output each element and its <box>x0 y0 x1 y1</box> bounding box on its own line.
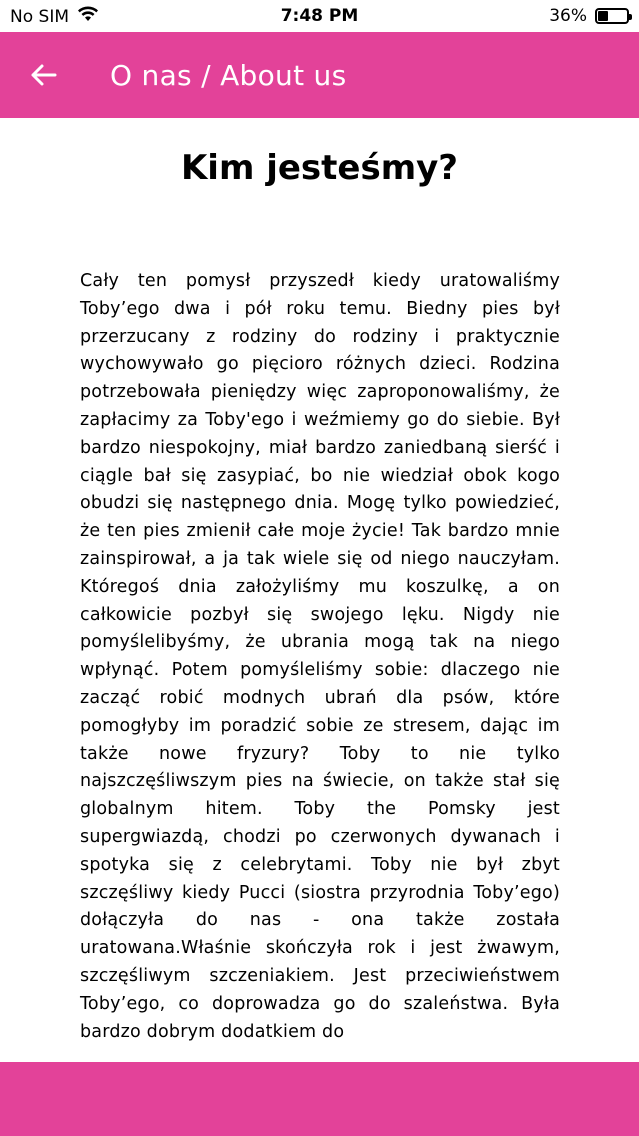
section-heading: Kim jesteśmy? <box>180 148 459 188</box>
back-button[interactable] <box>20 52 66 98</box>
arrow-left-icon <box>29 63 57 87</box>
bottom-bar <box>0 1062 639 1136</box>
status-bar <box>0 0 639 32</box>
carrier-label: No SIM <box>10 6 69 27</box>
status-time: 7:48 PM <box>280 6 359 26</box>
status-right <box>549 6 629 26</box>
page-title: O nas / About us <box>110 59 347 92</box>
about-body-text: Cały ten pomysł przyszedł kiedy uratowaliśmy Toby’ego dwa i pół roku temu. Biedny pies był przerzucany z rodziny do rodziny i praktycznie wychowywało go pięcioro różnych dzieci. Rodzina potrzebowała pieniędzy więc zaproponowaliśmy, że zapłacimy za Toby'ego i weźmiemy go do siebie. Był bardzo niespokojny, miał bardzo zaniedbaną sierść i ciągle bał się zasypiać, bo nie wiedział obok kogo obudzi się następnego dnia. Mogę tylko powiedzieć, że ten pies zmienił całe moje życie! Tak bardzo mnie zainspirował, a ja tak wiele się od niego nauczyłam. Któregoś dnia założyliśmy mu koszulkę, a on całkowicie pozbył się swojego lęku. Nigdy nie pomyślelibyśmy, że ubrania mogą tak na niego wpłynąć. Potem pomyśleliśmy sobie: dlaczego nie zacząć robić modnych ubrań dla psów, które pomogłyby im poradzić sobie ze stresem, dając im także nowe fryzury? Toby to nie tylko najszczęśliwszym pies na świecie, on także stał się globalnym hitem. Toby the Pomsky jest supergwiazdą, chodzi po czerwonych dywanach i spotyka się z celebrytami. Toby nie był zbyt szczęśliwy kiedy Pucci (siostra przyrodnia Toby’ego) dołączyła do nas - ona także została uratowana.Właśnie skończyła rok i jest żwawym, szczęśliwym szczeniakiem. Jest przeciwieństwem Toby’ego, co doprowadza go do szaleństwa. Była bardzo dobrym dodatkiem do <box>80 271 560 1042</box>
app-bar <box>0 32 639 118</box>
battery-icon <box>595 8 629 24</box>
battery-percent: 36% <box>549 6 587 26</box>
content-scroll-area[interactable] <box>0 118 639 1062</box>
